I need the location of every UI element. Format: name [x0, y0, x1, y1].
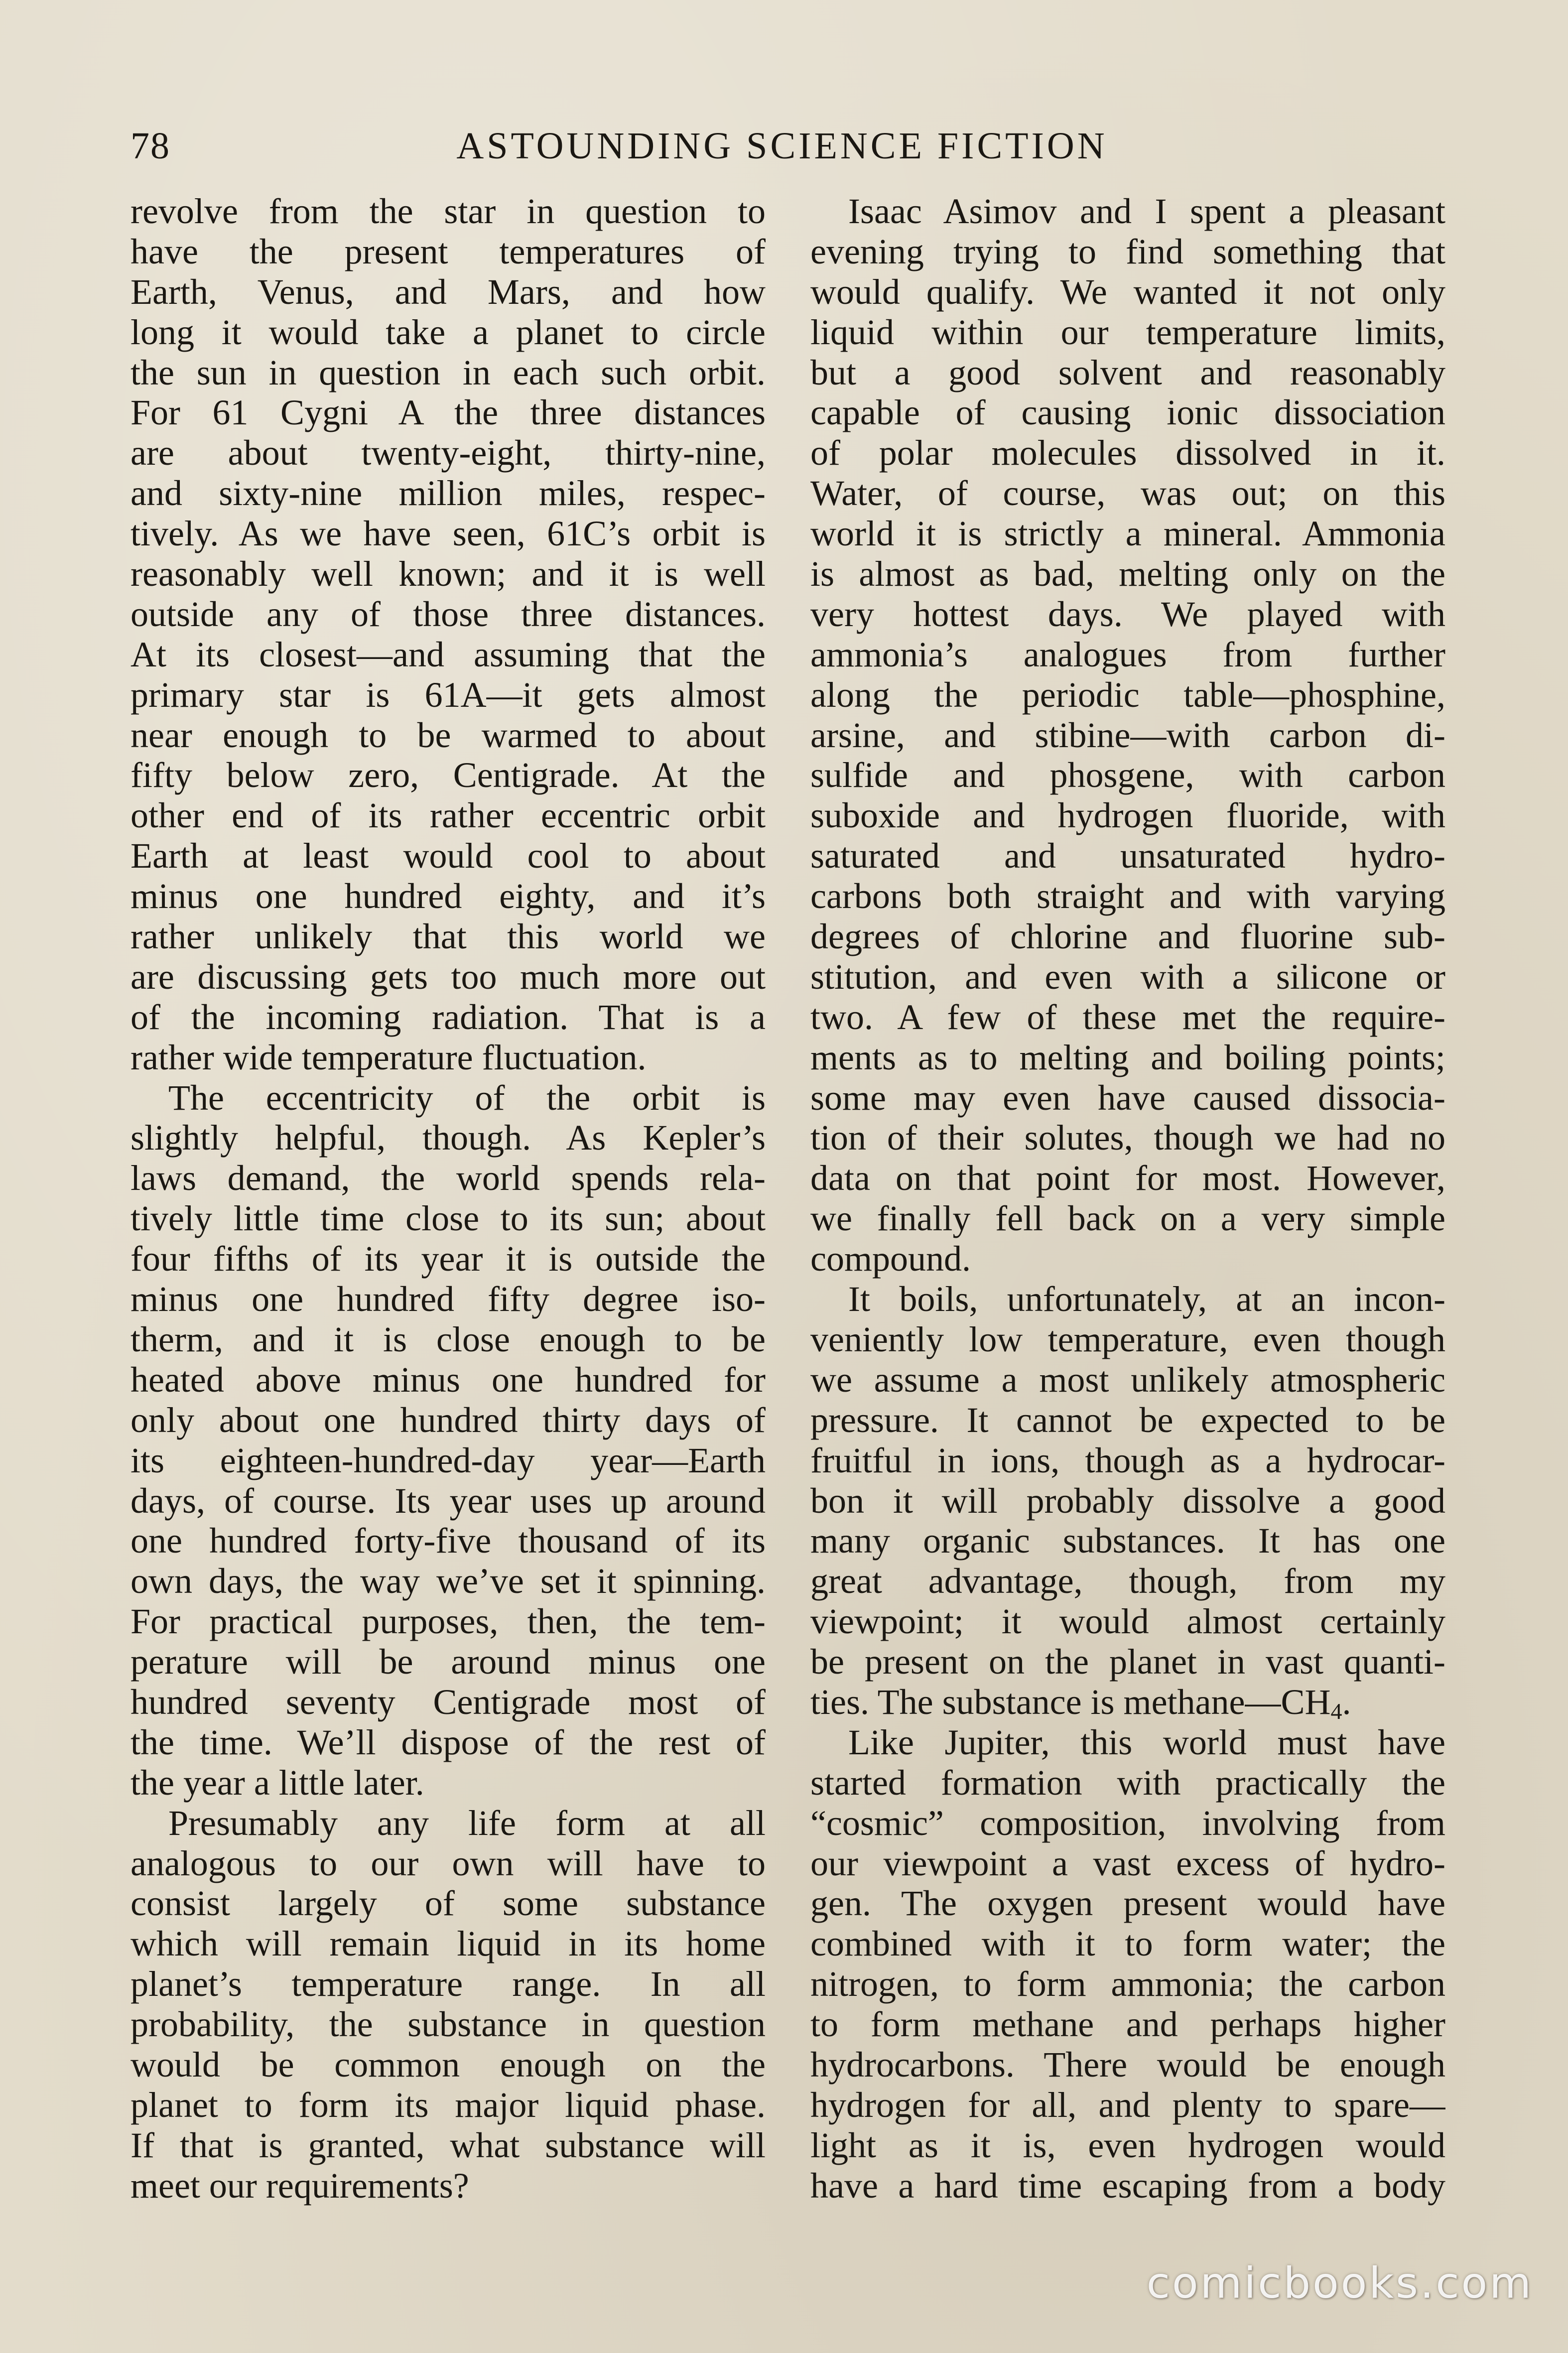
text-line [810, 312, 1445, 353]
running-title: ASTOUNDING SCIENCE FICTION [456, 125, 1108, 167]
text-line [810, 1521, 1445, 1561]
text-line [131, 191, 766, 232]
text-line-content: the year a little later. [131, 1762, 424, 1803]
text-line [131, 1642, 766, 1682]
text-line-content: suboxide and hydrogen fluoride, with [810, 795, 1445, 836]
text-line [810, 554, 1445, 594]
text-line-content: would qualify. We wanted it not only [810, 271, 1445, 312]
text-line-content: to form methane and perhaps higher [810, 2004, 1445, 2045]
text-line [810, 232, 1445, 272]
text-line [131, 1400, 766, 1440]
text-line-content: are about twenty-eight, thirty-nine, [131, 433, 766, 473]
text-line-content: our viewpoint a vast excess of hydro- [810, 1843, 1445, 1883]
text-line-content: “cosmic” composition, involving from [810, 1803, 1445, 1843]
text-line-content: ties. The substance is methane—CH [810, 1682, 1331, 1722]
text-line-content: we assume a most unlikely atmospheric [810, 1359, 1445, 1400]
text-line-content: ammonia’s analogues from further [810, 634, 1445, 674]
text-line [131, 795, 766, 836]
text-line-content: outside any of those three distances. [131, 594, 766, 634]
text-line-content: very hottest days. We played with [810, 594, 1445, 634]
text-line-content: fifty below zero, Centigrade. At the [131, 755, 766, 795]
text-line-content: slightly helpful, though. As Kepler’s [131, 1118, 766, 1158]
text-line [810, 272, 1445, 312]
text-line-content: Earth, Venus, and Mars, and how [131, 271, 766, 312]
text-line [131, 1078, 766, 1118]
text-line [810, 191, 1445, 232]
text-line [810, 1481, 1445, 1521]
watermark: comicbooks.com [1146, 2258, 1533, 2308]
text-line [131, 675, 766, 715]
text-line-content: tively. As we have seen, 61C’s orbit is [131, 514, 766, 554]
text-line-content: gen. The oxygen present would have [810, 1883, 1445, 1924]
text-line-content: be present on the planet in vast quanti- [810, 1642, 1445, 1682]
text-line-content: fruitful in ions, though as a hydrocar- [810, 1440, 1445, 1480]
text-line-content: own days, the way we’ve set it spinning. [131, 1561, 766, 1601]
text-line [810, 1319, 1445, 1360]
text-line [131, 2045, 766, 2085]
text-line [810, 675, 1445, 715]
text-line [131, 1279, 766, 1319]
text-line-content: four fifths of its year it is outside the [131, 1239, 766, 1279]
text-line-content: the sun in question in each such orbit. [131, 352, 766, 392]
text-line-content: sulfide and phosgene, with carbon [810, 755, 1445, 795]
text-line [810, 1198, 1445, 1239]
text-line-content: and sixty-nine million miles, respec- [131, 473, 766, 514]
text-line [131, 1158, 766, 1198]
text-line [131, 1118, 766, 1158]
text-line-content: viewpoint; it would almost certainly [810, 1601, 1445, 1642]
text-line-content: capable of causing ionic dissociation [810, 392, 1445, 433]
text-line-content: carbons both straight and with varying [810, 876, 1445, 916]
text-line [131, 916, 766, 957]
text-line-content: nitrogen, to form ammonia; the carbon [810, 1964, 1445, 2004]
text-line-content: primary star is 61A—it gets almost [131, 674, 766, 715]
text-line-content: Like Jupiter, this world must have [848, 1722, 1445, 1762]
text-line-content: started formation with practically the [810, 1762, 1445, 1803]
text-line [131, 635, 766, 675]
text-line [131, 272, 766, 312]
subscript: 4 [1330, 1698, 1342, 1722]
text-line [810, 2004, 1445, 2045]
text-line [810, 755, 1445, 795]
text-line [131, 1239, 766, 1279]
text-line-content: heated above minus one hundred for [131, 1359, 766, 1400]
text-line-content: light as it is, even hydrogen would [810, 2125, 1445, 2165]
text-line [810, 836, 1445, 876]
text-line [810, 594, 1445, 635]
text-line [810, 1279, 1445, 1319]
text-line [810, 1440, 1445, 1481]
text-line-content: meet our requirements? [131, 2165, 469, 2206]
text-line [131, 1601, 766, 1642]
text-line [810, 1964, 1445, 2004]
text-line-content: planet to form its major liquid phase. [131, 2085, 766, 2125]
text-line-content: perature will be around minus one [131, 1642, 766, 1682]
text-line-content: pressure. It cannot be expected to be [810, 1400, 1445, 1440]
text-line-content: At its closest—and assuming that the [131, 634, 766, 674]
text-line-content: The eccentricity of the orbit is [168, 1077, 766, 1118]
text-line [131, 1843, 766, 1884]
text-line [131, 1924, 766, 1964]
text-line [131, 1198, 766, 1239]
left-text-column [131, 191, 766, 2206]
text-line [131, 1440, 766, 1481]
text-line [131, 2085, 766, 2125]
text-line-content: bon it will probably dissolve a good [810, 1480, 1445, 1521]
text-line-content: hundred seventy Centigrade most of [131, 1682, 766, 1722]
text-line [810, 2045, 1445, 2085]
text-line [810, 916, 1445, 957]
text-line-content: its eighteen-hundred-day year—Earth [131, 1440, 766, 1480]
text-line [131, 1319, 766, 1360]
text-line [131, 1521, 766, 1561]
text-line [810, 997, 1445, 1038]
text-line-content: of the incoming radiation. That is a [131, 997, 766, 1037]
text-line-content: Water, of course, was out; on this [810, 473, 1445, 514]
text-line [131, 1883, 766, 1924]
text-line-content: probability, the substance in question [131, 2004, 766, 2045]
text-line [131, 312, 766, 353]
text-line [810, 392, 1445, 433]
page-header [125, 120, 1439, 179]
text-line-content: degrees of chlorine and fluorine sub- [810, 916, 1445, 957]
text-line-content: we finally fell back on a very simple [810, 1198, 1445, 1239]
text-line [810, 1883, 1445, 1924]
text-line-content: tion of their solutes, though we had no [810, 1118, 1445, 1158]
text-line-content: world it is strictly a mineral. Ammonia [810, 514, 1445, 554]
text-line [810, 1078, 1445, 1118]
text-line-content: consist largely of some substance [131, 1883, 766, 1924]
text-line [810, 1803, 1445, 1843]
text-line [131, 715, 766, 756]
text-line-content: ments as to melting and boiling points; [810, 1037, 1445, 1077]
text-line-content: planet’s temperature range. In all [131, 1964, 766, 2004]
text-line-content: rather wide temperature fluctuation. [131, 1037, 647, 1077]
text-line [810, 2085, 1445, 2125]
text-line-content: revolve from the star in question to [131, 191, 766, 231]
text-line [131, 957, 766, 997]
text-line-content: some may even have caused dissocia- [810, 1077, 1445, 1118]
text-line [810, 433, 1445, 473]
text-line-content: one hundred forty-five thousand of its [131, 1521, 766, 1561]
text-line-content: which will remain liquid in its home [131, 1924, 766, 1964]
text-line [810, 514, 1445, 554]
text-line [810, 2166, 1445, 2206]
text-line [131, 232, 766, 272]
text-line-content: would be common enough on the [131, 2044, 766, 2085]
text-line-content: hydrocarbons. There would be enough [810, 2044, 1445, 2085]
text-line-content: is almost as bad, melting only on the [810, 554, 1445, 594]
text-line-content: days, of course. Its year uses up around [131, 1480, 766, 1521]
text-line [810, 473, 1445, 514]
text-line [810, 1158, 1445, 1198]
text-line [810, 1038, 1445, 1078]
text-line [131, 1722, 766, 1763]
text-line-content: rather unlikely that this world we [131, 916, 766, 957]
text-line-content: For 61 Cygni A the three distances [131, 392, 766, 433]
text-line [810, 1561, 1445, 1601]
text-line-content: two. A few of these met the require- [810, 997, 1445, 1037]
text-line [131, 353, 766, 393]
text-line-content: Isaac Asimov and I spent a pleasant [848, 191, 1445, 231]
text-line [810, 1763, 1445, 1803]
text-line [131, 1964, 766, 2004]
text-line-content: compound. [810, 1239, 971, 1279]
text-line [131, 997, 766, 1038]
text-line-content: If that is granted, what substance will [131, 2125, 766, 2165]
right-text-column [810, 191, 1445, 2206]
text-line [131, 514, 766, 554]
text-line-content: veniently low temperature, even though [810, 1319, 1445, 1359]
text-line-content: have a hard time escaping from a body [810, 2165, 1445, 2206]
text-line-content: data on that point for most. However, [810, 1158, 1445, 1198]
text-line [131, 392, 766, 433]
text-line [131, 2004, 766, 2045]
text-line-content: Earth at least would cool to about [131, 836, 766, 876]
text-line-content: only about one hundred thirty days of [131, 1400, 766, 1440]
text-line [131, 1803, 766, 1843]
text-line-content: combined with it to form water; the [810, 1924, 1445, 1964]
text-line-content: the time. We’ll dispose of the rest of [131, 1722, 766, 1762]
text-line [810, 876, 1445, 916]
text-line [131, 876, 766, 916]
text-line [810, 1360, 1445, 1400]
text-line-content: are discussing gets too much more out [131, 956, 766, 997]
text-line [810, 1642, 1445, 1682]
text-line [131, 433, 766, 473]
text-line-content: near enough to be warmed to about [131, 715, 766, 755]
text-line [131, 554, 766, 594]
text-line [810, 1924, 1445, 1964]
text-line [131, 1561, 766, 1601]
text-line [810, 795, 1445, 836]
text-line [131, 1038, 766, 1078]
text-line-content: reasonably well known; and it is well [131, 554, 766, 594]
text-line-content: laws demand, the world spends rela- [131, 1158, 766, 1198]
text-line [810, 957, 1445, 997]
text-line [810, 2125, 1445, 2166]
text-line-content: along the periodic table—phosphine, [810, 674, 1445, 715]
text-line [810, 1843, 1445, 1884]
text-line-content: have the present temperatures of [131, 231, 766, 271]
text-line-content: but a good solvent and reasonably [810, 352, 1445, 392]
text-line [131, 1682, 766, 1722]
text-line-content: Presumably any life form at all [168, 1803, 766, 1843]
text-line [810, 635, 1445, 675]
text-line [810, 1400, 1445, 1440]
text-line [131, 594, 766, 635]
text-line [810, 1722, 1445, 1763]
text-line [810, 1239, 1445, 1279]
text-line-content: tively little time close to its sun; about [131, 1198, 766, 1239]
text-line [810, 1601, 1445, 1642]
text-line [131, 755, 766, 795]
text-line [810, 1682, 1445, 1722]
text-line-content: It boils, unfortunately, at an incon- [848, 1279, 1445, 1319]
page-number: 78 [131, 125, 170, 167]
text-line-suffix: . [1342, 1682, 1351, 1722]
text-line-content: therm, and it is close enough to be [131, 1319, 766, 1359]
text-line-content: arsine, and stibine—with carbon di- [810, 715, 1445, 755]
text-line-content: saturated and unsaturated hydro- [810, 836, 1445, 876]
text-line-content: minus one hundred fifty degree iso- [131, 1279, 766, 1319]
text-line-content: great advantage, though, from my [810, 1561, 1445, 1601]
text-line [810, 715, 1445, 756]
text-line [131, 2125, 766, 2166]
text-line-content: stitution, and even with a silicone or [810, 956, 1445, 997]
text-line-content: long it would take a planet to circle [131, 312, 766, 352]
text-line-content: analogous to our own will have to [131, 1843, 766, 1883]
text-line [131, 1360, 766, 1400]
text-line [810, 353, 1445, 393]
text-line-content: For practical purposes, then, the tem- [131, 1601, 766, 1642]
text-line-content: evening trying to find something that [810, 231, 1445, 271]
text-line [131, 473, 766, 514]
text-line-content: minus one hundred eighty, and it’s [131, 876, 766, 916]
text-line [131, 1763, 766, 1803]
text-line [131, 836, 766, 876]
text-line [810, 1118, 1445, 1158]
text-line [131, 2166, 766, 2206]
text-line-content: many organic substances. It has one [810, 1521, 1445, 1561]
text-line-content: other end of its rather eccentric orbit [131, 795, 766, 836]
text-line [131, 1481, 766, 1521]
text-line-content: of polar molecules dissolved in it. [810, 433, 1445, 473]
text-line-content: liquid within our temperature limits, [810, 312, 1445, 352]
text-line-content: hydrogen for all, and plenty to spare— [810, 2085, 1445, 2125]
